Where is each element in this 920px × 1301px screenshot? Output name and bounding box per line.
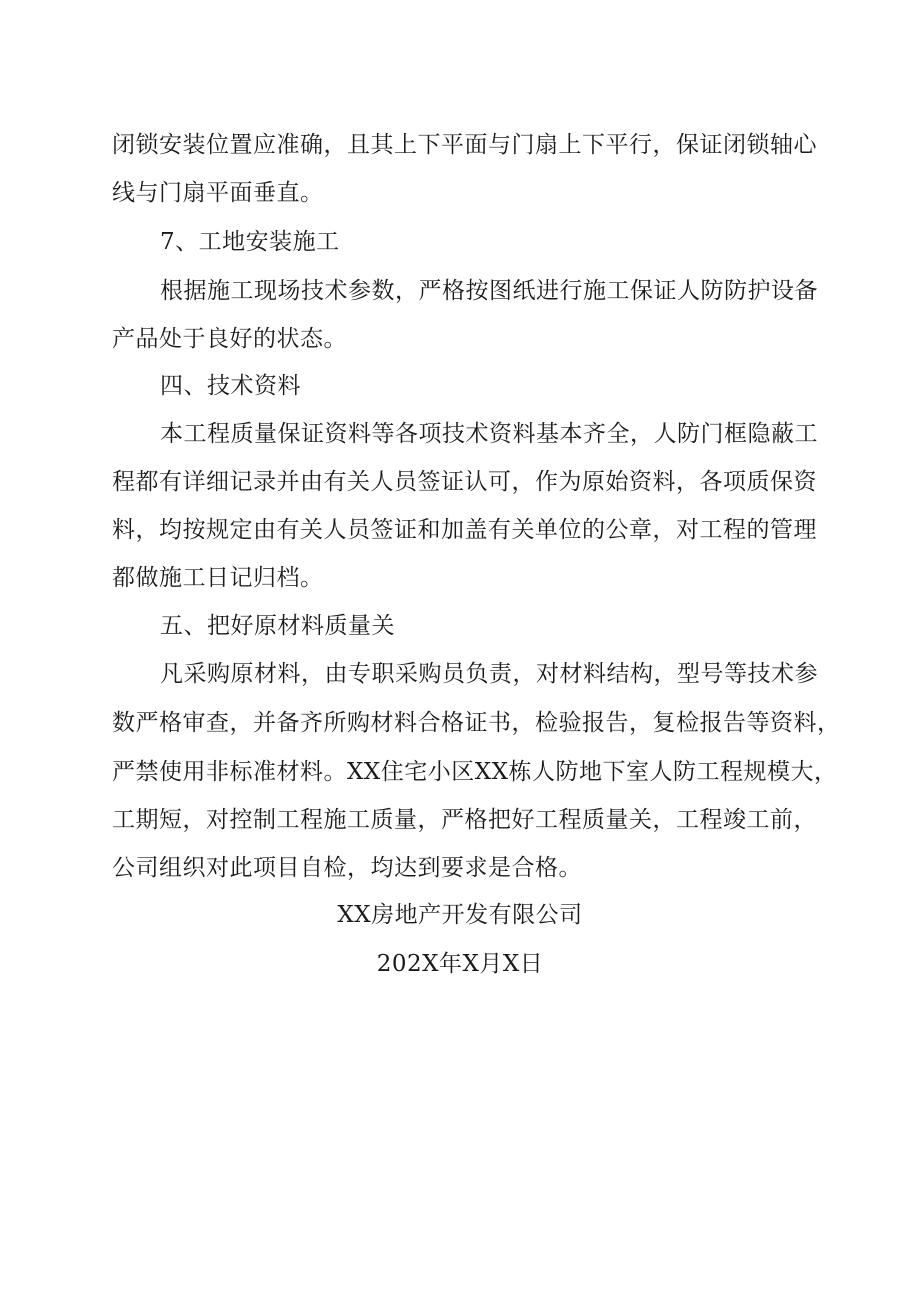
section-heading: 7、工地安装施工 (160, 229, 340, 255)
section-heading: 五、把好原材料质量关 (160, 613, 395, 639)
paragraph-line: 数严格审查，并备齐所购材料合格证书，检验报告，复检报告等资料， (112, 710, 841, 736)
paragraph-line: 线与门扇平面垂直。 (112, 180, 324, 206)
paragraph-line: 公司组织对此项目自检，均达到要求是合格。 (112, 855, 582, 881)
paragraph-line: 严禁使用非标准材料。XX住宅小区XX栋人防地下室人防工程规模大， (112, 759, 838, 785)
paragraph-line: 程都有详细记录并由有关人员签证认可，作为原始资料，各项质保资 (112, 469, 817, 495)
company-signature: XX房地产开发有限公司 (337, 902, 583, 928)
paragraph-line: 本工程质量保证资料等各项技术资料基本齐全，人防门框隐蔽工 (160, 421, 818, 447)
paragraph-line: 闭锁安装位置应准确，且其上下平面与门扇上下平行，保证闭锁轴心 (112, 132, 817, 158)
paragraph-line: 根据施工现场技术参数，严格按图纸进行施工保证人防防护设备 (160, 278, 818, 304)
paragraph-line: 凡采购原材料，由专职采购员负责，对材料结构，型号等技术参 (160, 661, 818, 687)
paragraph-line: 产品处于良好的状态。 (112, 326, 347, 352)
signature-date: 202X年X月X日 (376, 951, 544, 977)
paragraph-line: 料，均按规定由有关人员签证和加盖有关单位的公章，对工程的管理 (112, 517, 817, 543)
section-heading: 四、技术资料 (160, 373, 301, 399)
paragraph-line: 工期短，对控制工程施工质量，严格把好工程质量关，工程竣工前， (112, 807, 817, 833)
paragraph-line: 都做施工日记归档。 (112, 565, 324, 591)
